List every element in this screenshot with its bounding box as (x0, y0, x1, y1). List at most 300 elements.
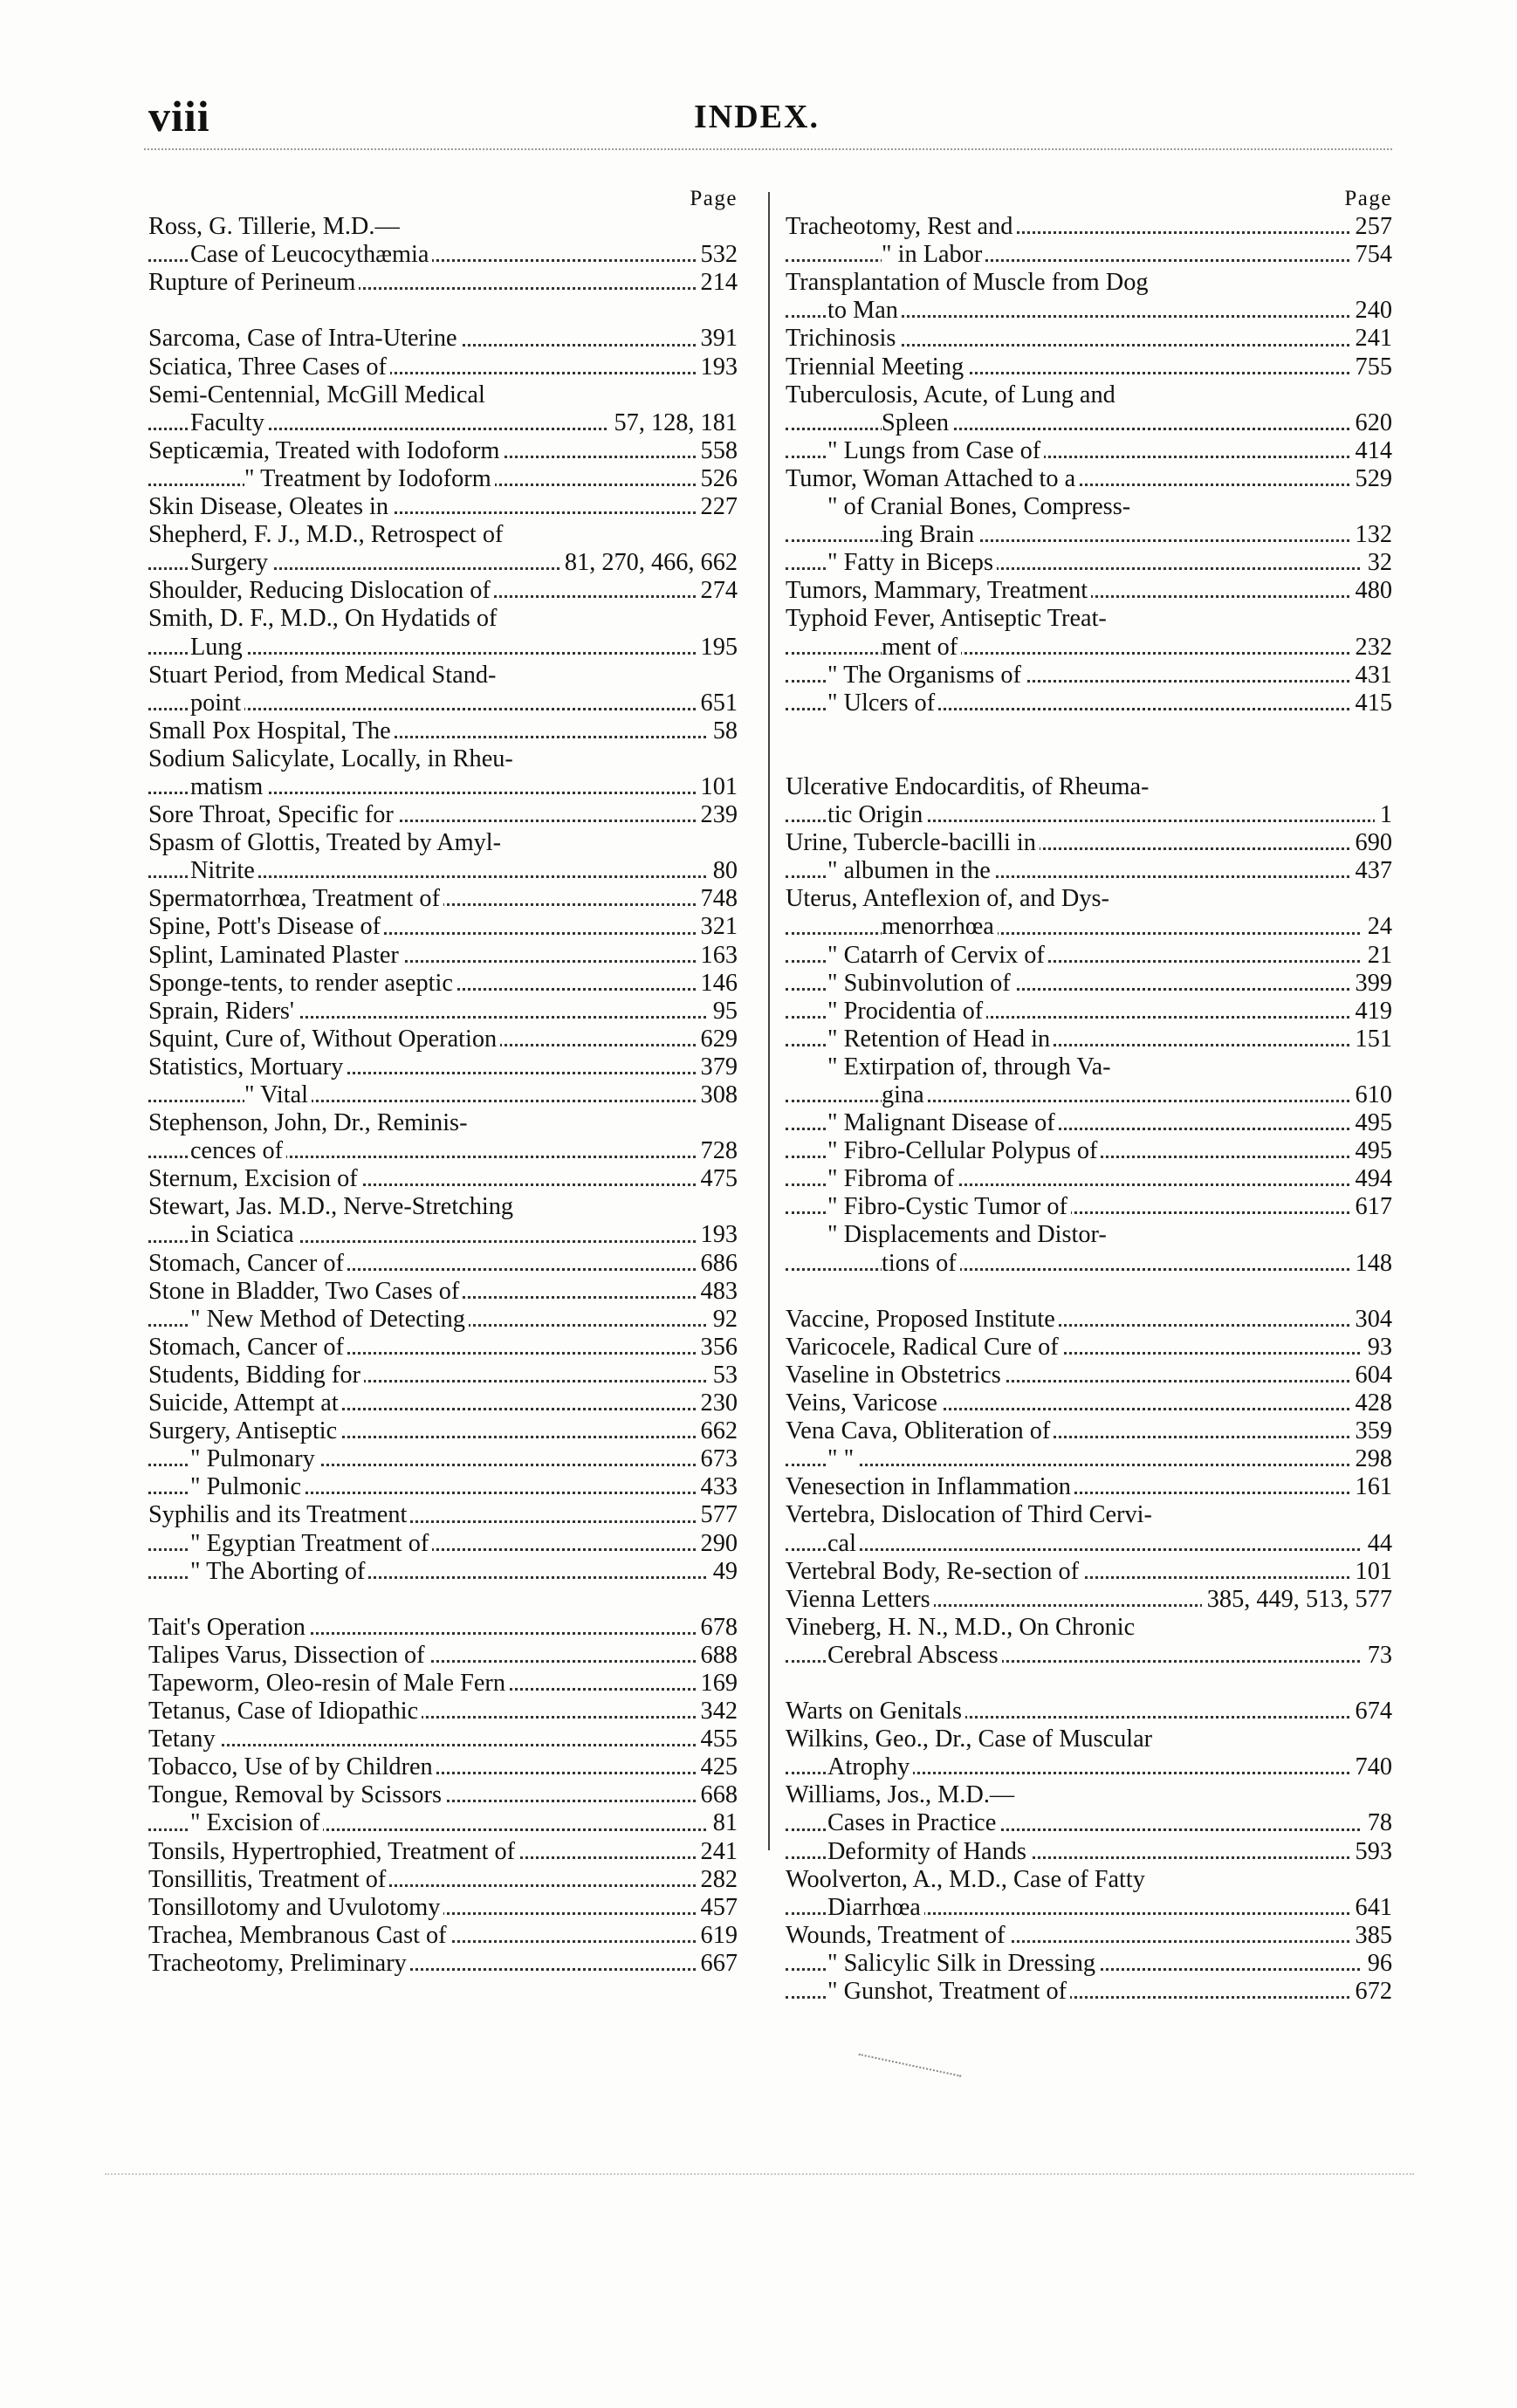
entry-text: " Catarrh of Cervix of (827, 942, 1048, 969)
entry-page-number: 21 (1363, 942, 1392, 970)
entry-page-number: 431 (1350, 662, 1392, 689)
index-entry (148, 549, 738, 577)
page-folio: viii (148, 92, 210, 141)
entry-text: Spine, Pott's Disease of (148, 913, 384, 940)
index-entry (786, 1894, 1392, 1922)
entry-text: Case of Leucocythæmia (190, 241, 432, 268)
index-entry (148, 1670, 738, 1698)
entry-text: " Subinvolution of (827, 970, 1014, 997)
entry-text: Diarrhœa (827, 1894, 924, 1921)
entry-text: tions of (882, 1250, 960, 1277)
entry-text: ing Brain (882, 521, 978, 548)
entry-text: Stephenson, John, Dr., Reminis- (148, 1109, 471, 1136)
entry-text: " Excision of (190, 1809, 323, 1836)
entry-page-number: 195 (696, 634, 738, 662)
index-entry (786, 1586, 1392, 1614)
dot-leader (786, 539, 1392, 542)
dot-leader (786, 652, 1392, 655)
index-entry (786, 1725, 1392, 1753)
entry-text: Tuberculosis, Acute, of Lung and (786, 381, 1119, 408)
entry-page-number: 740 (1350, 1753, 1392, 1781)
entry-page-number: 662 (696, 1417, 738, 1445)
index-entry (148, 1558, 738, 1586)
entry-page-number: 437 (1350, 857, 1392, 885)
index-entry (148, 1081, 738, 1109)
entry-page-number: 674 (1350, 1698, 1392, 1725)
index-entry (786, 857, 1392, 885)
index-entry (148, 1221, 738, 1249)
index-entry (786, 885, 1392, 913)
entry-text: menorrhœa (882, 913, 998, 940)
index-entry (148, 325, 738, 353)
section-gap (148, 297, 738, 325)
header-rule (144, 148, 1392, 150)
entry-page-number: 457 (696, 1894, 738, 1922)
entry-page-number: 455 (696, 1725, 738, 1753)
index-entry (786, 913, 1392, 941)
entry-page-number: 480 (1350, 577, 1392, 605)
entry-text: Trichinosis (786, 325, 899, 352)
entry-page-number: 425 (696, 1753, 738, 1781)
entry-page-number: 169 (696, 1670, 738, 1698)
entry-text: Trachea, Membranous Cast of (148, 1922, 450, 1949)
entry-text: Stomach, Cancer of (148, 1334, 347, 1361)
index-entry (148, 1698, 738, 1725)
index-entry (786, 1334, 1392, 1362)
index-entry (148, 1753, 738, 1781)
index-entry (786, 605, 1392, 633)
entry-page-number: 610 (1350, 1081, 1392, 1109)
entry-page-number: 101 (1350, 1558, 1392, 1586)
index-entry (786, 1838, 1392, 1866)
index-entry (148, 998, 738, 1026)
entry-page-number: 593 (1350, 1838, 1392, 1866)
index-entry (786, 409, 1392, 437)
index-entry (148, 1781, 738, 1809)
index-entry (786, 353, 1392, 381)
entry-page-number: 529 (1350, 465, 1392, 493)
page-speckle (105, 2173, 1414, 2175)
running-head (148, 91, 1379, 152)
dot-leader (786, 1100, 1392, 1102)
entry-page-number: 688 (696, 1642, 738, 1670)
entry-text: Wounds, Treatment of (786, 1922, 1009, 1949)
index-entry (786, 1530, 1392, 1558)
entry-text: Triennial Meeting (786, 353, 967, 381)
entry-page-number: 342 (696, 1698, 738, 1725)
entry-text: Surgery, Antiseptic (148, 1417, 340, 1444)
entry-page-number: 49 (708, 1558, 738, 1586)
index-entry (786, 465, 1392, 493)
index-entry (786, 1781, 1392, 1809)
entry-text: " Retention of Head in (827, 1026, 1054, 1053)
entry-page-number: 241 (1350, 325, 1392, 353)
entry-text: Septicæmia, Treated with Iodoform (148, 437, 503, 464)
entry-text: Vertebra, Dislocation of Third Cervi- (786, 1501, 1156, 1528)
entry-page-number: 672 (1350, 1978, 1392, 2006)
index-entry (786, 801, 1392, 829)
entry-page-number: 558 (696, 437, 738, 465)
entry-page-number: 239 (696, 801, 738, 829)
entry-page-number: 668 (696, 1781, 738, 1809)
entry-text: " Malignant Disease of (827, 1109, 1059, 1136)
entry-page-number: 73 (1363, 1642, 1392, 1670)
entry-page-number: 641 (1350, 1894, 1392, 1922)
entry-text: " Egyptian Treatment of (190, 1530, 432, 1557)
entry-page-number: 308 (696, 1081, 738, 1109)
entry-page-number: 227 (696, 493, 738, 521)
entry-page-number: 526 (696, 465, 738, 493)
index-entry (148, 1137, 738, 1165)
entry-text: Williams, Jos., M.D.— (786, 1781, 1018, 1808)
entry-text: Syphilis and its Treatment (148, 1501, 410, 1528)
section-gap (786, 1278, 1392, 1306)
entry-text: Sprain, Riders' (148, 998, 298, 1025)
entry-text: in Sciatica (190, 1221, 298, 1248)
entry-page-number: 483 (696, 1278, 738, 1306)
entry-page-number: 240 (1350, 297, 1392, 325)
entry-text: Sodium Salicylate, Locally, in Rheu- (148, 745, 517, 772)
entry-text: Surgery (190, 549, 271, 576)
page-column-header-left: Page (690, 187, 738, 210)
entry-page-number: 385 (1350, 1922, 1392, 1950)
dot-leader (786, 428, 1392, 430)
entry-page-number: 728 (696, 1137, 738, 1165)
entry-text: Transplantation of Muscle from Dog (786, 269, 1152, 296)
index-entry (786, 773, 1392, 801)
index-entry (148, 1193, 738, 1221)
entry-text: Ross, G. Tillerie, M.D.— (148, 213, 403, 240)
index-entry (786, 1221, 1392, 1249)
index-entry (786, 970, 1392, 998)
entry-text: " Gunshot, Treatment of (827, 1978, 1070, 2005)
entry-page-number: 620 (1350, 409, 1392, 437)
entry-page-number: 24 (1363, 913, 1392, 941)
index-column-left (148, 185, 738, 1978)
entry-page-number: 163 (696, 942, 738, 970)
entry-text: to Man (827, 297, 902, 324)
entry-page-number: 93 (1363, 1334, 1392, 1362)
index-entry (148, 1053, 738, 1081)
entry-text: " Treatment by Iodoform (244, 465, 495, 492)
index-entry (148, 773, 738, 801)
entry-text: Tongue, Removal by Scissors (148, 1781, 445, 1808)
index-entry (786, 1250, 1392, 1278)
index-entry (786, 662, 1392, 689)
entry-text: Vienna Letters (786, 1586, 934, 1613)
entry-text: Suicide, Attempt at (148, 1389, 342, 1417)
index-entry (148, 689, 738, 717)
index-entry (786, 689, 1392, 717)
entry-text: Stomach, Cancer of (148, 1250, 347, 1277)
index-entry (148, 1922, 738, 1950)
entry-page-number: 690 (1350, 829, 1392, 857)
entry-text: Vena Cava, Obliteration of (786, 1417, 1054, 1444)
index-entry (148, 1026, 738, 1053)
entry-text: Tapeworm, Oleo-resin of Male Fern (148, 1670, 509, 1697)
index-entry (148, 1725, 738, 1753)
index-entry (786, 1642, 1392, 1670)
entry-text: " Ulcers of (827, 689, 938, 717)
index-entry (786, 1137, 1392, 1165)
entry-text: Skin Disease, Oleates in (148, 493, 392, 520)
entry-text: Rupture of Perineum (148, 269, 359, 296)
index-entry (148, 241, 738, 269)
index-entry (148, 409, 738, 437)
dot-leader (786, 1464, 1392, 1466)
index-entry (148, 634, 738, 662)
index-entry (148, 913, 738, 941)
entry-page-number: 161 (1350, 1473, 1392, 1501)
index-entry (786, 269, 1392, 297)
entry-page-number: 651 (696, 689, 738, 717)
index-entry (786, 549, 1392, 577)
entry-text: " Fibro-Cellular Polypus of (827, 1137, 1101, 1164)
entry-page-number: 96 (1363, 1950, 1392, 1978)
entry-text: " " (827, 1445, 857, 1472)
entry-page-number: 151 (1350, 1026, 1392, 1053)
entry-text: " The Aborting of (190, 1558, 368, 1585)
entry-page-number: 356 (696, 1334, 738, 1362)
entry-page-number: 57, 128, 181 (609, 409, 738, 437)
index-entry (148, 381, 738, 409)
index-entry (148, 521, 738, 549)
entry-page-number: 686 (696, 1250, 738, 1278)
entry-text: " of Cranial Bones, Compress- (827, 493, 1134, 520)
dot-leader (786, 259, 1392, 262)
index-entry (148, 1445, 738, 1473)
entry-text: " New Method of Detecting (190, 1306, 469, 1333)
entry-text: Spermatorrhœa, Treatment of (148, 885, 443, 912)
entry-text: " Fatty in Biceps (827, 549, 997, 576)
entry-page-number: 532 (696, 241, 738, 269)
entry-text: Sarcoma, Case of Intra-Uterine (148, 325, 461, 352)
entry-page-number: 193 (696, 1221, 738, 1249)
index-entry (148, 662, 738, 689)
entry-text: Tonsils, Hypertrophied, Treatment of (148, 1838, 518, 1865)
section-gap (148, 1586, 738, 1614)
entry-page-number: 577 (696, 1501, 738, 1529)
entry-text: Sciatica, Three Cases of (148, 353, 390, 381)
entry-page-number: 399 (1350, 970, 1392, 998)
entry-page-number: 81 (708, 1809, 738, 1837)
entry-text: Smith, D. F., M.D., On Hydatids of (148, 605, 500, 632)
index-entry (148, 970, 738, 998)
entry-page-number: 214 (696, 269, 738, 297)
entry-page-number: 32 (1363, 549, 1392, 577)
entry-page-number: 148 (1350, 1250, 1392, 1278)
entry-page-number: 414 (1350, 437, 1392, 465)
entry-text: Tobacco, Use of by Children (148, 1753, 436, 1780)
entry-page-number: 678 (696, 1614, 738, 1642)
entry-page-number: 385, 449, 513, 577 (1202, 1586, 1392, 1614)
index-entry (786, 1558, 1392, 1586)
index-entry (786, 1950, 1392, 1978)
index-entry (148, 605, 738, 633)
entry-text: Sore Throat, Specific for (148, 801, 397, 828)
index-entry (148, 1334, 738, 1362)
entry-page-number: 298 (1350, 1445, 1392, 1473)
entry-text: matism (190, 773, 266, 800)
index-entry (786, 1389, 1392, 1417)
index-entry (148, 1417, 738, 1445)
entry-text: Tait's Operation (148, 1614, 309, 1641)
entry-page-number: 419 (1350, 998, 1392, 1026)
index-entry (148, 493, 738, 521)
section-gap (786, 745, 1392, 773)
entry-text: Shoulder, Reducing Dislocation of (148, 577, 494, 604)
dot-leader (148, 1744, 738, 1746)
index-entry (786, 1417, 1392, 1445)
index-column-right (786, 185, 1392, 2006)
index-entry (148, 1809, 738, 1837)
entry-page-number: 95 (708, 998, 738, 1026)
entry-page-number: 629 (696, 1026, 738, 1053)
entry-text: " The Organisms of (827, 662, 1025, 689)
entry-text: Uterus, Anteflexion of, and Dys- (786, 885, 1113, 912)
index-entry (148, 857, 738, 885)
index-entry (786, 241, 1392, 269)
index-entry (148, 269, 738, 297)
index-entry (148, 1894, 738, 1922)
index-entry (148, 577, 738, 605)
entry-page-number: 755 (1350, 353, 1392, 381)
entry-text: Stuart Period, from Medical Stand- (148, 662, 499, 689)
ink-smudge (855, 2054, 962, 2097)
entry-page-number: 494 (1350, 1165, 1392, 1193)
entry-text: Shepherd, F. J., M.D., Retrospect of (148, 521, 506, 548)
index-entry (148, 1614, 738, 1642)
entry-text: ment of (882, 634, 961, 661)
entry-text: Varicocele, Radical Cure of (786, 1334, 1062, 1361)
index-entry (786, 325, 1392, 353)
entry-text: " Procidentia of (827, 998, 986, 1025)
entry-text: Nitrite (190, 857, 258, 884)
index-entry (148, 1362, 738, 1389)
index-entry (786, 577, 1392, 605)
index-entry (786, 1306, 1392, 1334)
entry-text: Spasm of Glottis, Treated by Amyl- (148, 829, 505, 856)
entry-text: Semi-Centennial, McGill Medical (148, 381, 489, 408)
index-entries-right (786, 213, 1392, 2006)
index-entry (148, 1866, 738, 1894)
entry-page-number: 359 (1350, 1417, 1392, 1445)
page-column-header-right: Page (1344, 187, 1392, 210)
entry-page-number: 44 (1363, 1530, 1392, 1558)
index-entry (786, 1866, 1392, 1894)
entry-text: Sternum, Excision of (148, 1165, 361, 1192)
entry-text: " Fibroma of (827, 1165, 958, 1192)
entry-text: cal (827, 1530, 860, 1557)
entry-page-number: 475 (696, 1165, 738, 1193)
entry-page-number: 1 (1375, 801, 1392, 829)
index-entry (786, 1809, 1392, 1837)
entry-page-number: 230 (696, 1389, 738, 1417)
entry-page-number: 495 (1350, 1137, 1392, 1165)
index-entry (786, 1753, 1392, 1781)
index-entry (148, 745, 738, 773)
entry-text: Sponge-tents, to render aseptic (148, 970, 456, 997)
entry-text: Cases in Practice (827, 1809, 999, 1836)
entry-text: Vineberg, H. N., M.D., On Chronic (786, 1614, 1138, 1641)
dot-leader (786, 932, 1392, 935)
index-entry (148, 1501, 738, 1529)
index-entry (148, 829, 738, 857)
index-entry (148, 1250, 738, 1278)
entry-text: Tetanus, Case of Idiopathic (148, 1698, 422, 1725)
column-divider (768, 192, 770, 1850)
index-entry (786, 1362, 1392, 1389)
entry-text: Woolverton, A., M.D., Case of Fatty (786, 1866, 1149, 1893)
entry-page-number: 673 (696, 1445, 738, 1473)
entry-text: Urine, Tubercle-bacilli in (786, 829, 1040, 856)
index-entry (148, 1530, 738, 1558)
index-entry (148, 885, 738, 913)
index-entry (148, 465, 738, 493)
entry-page-number: 101 (696, 773, 738, 801)
entry-text: Typhoid Fever, Antiseptic Treat- (786, 605, 1110, 632)
entry-text: tic Origin (827, 801, 926, 828)
index-entry (786, 634, 1392, 662)
index-entry (148, 1165, 738, 1193)
entry-text: Veins, Varicose (786, 1389, 941, 1417)
dot-leader (786, 1268, 1392, 1271)
index-entry (786, 1053, 1392, 1081)
entry-page-number: 617 (1350, 1193, 1392, 1221)
entry-text: Vertebral Body, Re-section of (786, 1558, 1082, 1585)
index-entry (786, 1109, 1392, 1137)
entry-text: Ulcerative Endocarditis, of Rheuma- (786, 773, 1152, 800)
entry-text: Tumor, Woman Attached to a (786, 465, 1079, 492)
entry-text: Tonsillotomy and Uvulotomy (148, 1894, 443, 1921)
entry-page-number: 304 (1350, 1306, 1392, 1334)
index-entry (786, 1026, 1392, 1053)
entry-page-number: 415 (1350, 689, 1392, 717)
dot-leader (148, 1100, 738, 1102)
index-entry (148, 717, 738, 745)
entry-page-number: 58 (708, 717, 738, 745)
index-entry (786, 998, 1392, 1026)
entry-text: Cerebral Abscess (827, 1642, 1002, 1669)
entry-text: Atrophy (827, 1753, 913, 1780)
index-entry (148, 1389, 738, 1417)
entry-text: Tetany (148, 1725, 219, 1753)
index-entry (786, 1445, 1392, 1473)
entry-text: Warts on Genitals (786, 1698, 965, 1725)
entry-text: Stone in Bladder, Two Cases of (148, 1278, 463, 1305)
index-entry (786, 1081, 1392, 1109)
entry-text: cences of (190, 1137, 286, 1164)
section-gap (786, 1670, 1392, 1698)
index-entries-left (148, 213, 738, 1978)
index-entry (148, 353, 738, 381)
entry-text: " Pulmonary (190, 1445, 319, 1472)
section-gap (786, 717, 1392, 745)
entry-page-number: 282 (696, 1866, 738, 1894)
entry-text: point (190, 689, 244, 717)
entry-page-number: 754 (1350, 241, 1392, 269)
entry-page-number: 619 (696, 1922, 738, 1950)
index-entry (786, 1698, 1392, 1725)
entry-page-number: 748 (696, 885, 738, 913)
index-entry (786, 1978, 1392, 2006)
entry-text: Small Pox Hospital, The (148, 717, 395, 744)
index-entry (786, 942, 1392, 970)
entry-page-number: 241 (696, 1838, 738, 1866)
entry-page-number: 81, 270, 466, 662 (559, 549, 738, 577)
entry-page-number: 78 (1363, 1809, 1392, 1837)
entry-text: " Lungs from Case of (827, 437, 1044, 464)
